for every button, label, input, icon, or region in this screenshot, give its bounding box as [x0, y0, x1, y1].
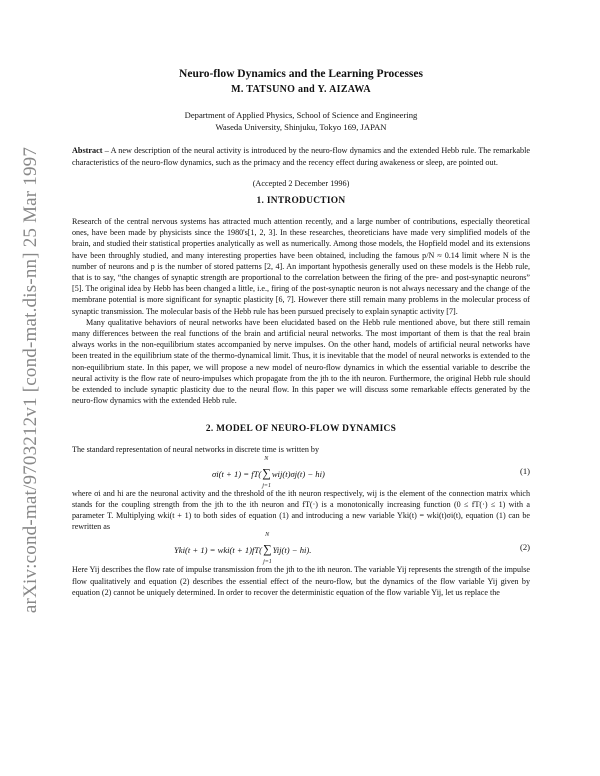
eq2-lhs: Yki(t + 1) = wki(t + 1)fT( — [174, 545, 263, 556]
eq1-sum-upper: N — [264, 455, 269, 462]
eq1-sum-lower: j=1 — [262, 482, 271, 489]
paper-authors: M. TATSUNO and Y. AIZAWA — [231, 84, 371, 95]
eq2-number: (2) — [519, 542, 530, 553]
eq1-lhs: σi(t + 1) = fT( — [212, 468, 262, 479]
abstract-text: – A new description of the neural activity is introduced by the neuro-flow dynamics and the extended Hebb rule. The remarkable characteristics of the neuro-flow dynamics, such as the primacy and the recency effect during awakeness or sleep, are pointed out. — [72, 146, 530, 167]
eq1-number: (1) — [519, 465, 530, 476]
arxiv-sidebar-stamp — [16, 120, 46, 640]
summation-symbol: ∑ N j=1 — [263, 532, 272, 566]
eq1-rhs: wij(t)σj(t) − hi) — [271, 468, 325, 479]
section-heading-introduction: 1. INTRODUCTION — [256, 196, 346, 206]
affiliation-line-2: Waseda University, Shinjuku, Tokyo 169, JAPAN — [215, 122, 387, 132]
affiliation-line-1: Department of Applied Physics, School of Science and Engineering — [184, 110, 418, 120]
paper-title: Neuro-flow Dynamics and the Learning Processes — [179, 68, 423, 80]
abstract — [72, 145, 530, 169]
eq2-sum-upper: N — [265, 532, 270, 539]
equation-2 — [72, 532, 530, 564]
abstract-label: Abstract — [72, 146, 103, 155]
section-heading-model: 2. MODEL OF NEURO-FLOW DYNAMICS — [205, 424, 397, 435]
model-paragraph-2: where σi and hi are the neuronal activity and the threshold of the ith neuron respectively, wij is the element of the connection matrix which stands for the coupling strength from the jth to the ith neuron and fT(·) is a monotonically increasing function (0 ≤ fT(·) ≤ 1) with a parameter T. Multiplying wki(t + 1) to both sides of equation (1) and introducing a new variable Yki(t) = wki(t)σi(t), equation (1) can be rewritten as — [72, 488, 530, 532]
eq2-sum-lower: j=1 — [263, 559, 272, 566]
accepted-date: (Accepted 2 December 1996) — [252, 179, 350, 188]
model-intro-text: The standard representation of neural networks in discrete time is written by — [72, 445, 320, 455]
summation-symbol: ∑ N j=1 — [262, 455, 271, 489]
affiliation — [72, 109, 530, 133]
intro-paragraph-2: Many qualitative behaviors of neural networks have been elucidated based on the Hebb rule mentioned above, but there still remain many differences between the real functions of the brain and artificial neural networks. The most important of them is that the real brain always works in the non-equilibrium states accompanied by nerve impulses. On the other hand, models of artificial neural networks have been treated in the equilibrium state of the thermo-dynamical limit. Thus, it is inevitable that the model of neural networks is extended to the non-equilibrium state. In this paper, we will propose a new model of neuro-flow dynamics in which the essential variable to describe the neural activity is the flow rate of neuro-impulses which propagate from the jth to the ith neuron. Furthermore, the original Hebb rule should be extended to include synaptic plasticity due to the neural flow. In this paper we will discuss some remarkable effects generated by the neuro-flow dynamics with the extended Hebb rule. — [72, 317, 530, 406]
arxiv-identifier: arXiv:cond-mat/9703212v1 [cond-mat.dis-nn] 25 Mar 1997 — [20, 146, 41, 614]
paper-page — [72, 62, 530, 598]
equation-1 — [72, 456, 530, 488]
intro-paragraph-1: Research of the central nervous systems has attracted much attention recently, and a large number of contributions, especially theoretical ones, have been made by physicists since the 1980's[1, 2, 3]. In these researches, theoreticians have made very simplified models of the brain, and studied their statistical properties analytically as well as numerically. Among those models, the Hopfield model and its extensions have been throughly studied, and many interesting properties have been obtained, including the famous p/N ≈ 0.14 limit where N is the number of neurons and p is the number of stored patterns [2, 4]. An important hypothesis generally used on these models is the Hebb rule, that is to say, “the changes of synaptic strength are proportional to the correlation between the firing of the pre- and post-synaptic neurons” [5]. The original idea by Hebb has been changed a little, i.e., firing of the post-synaptic neuron is not always necessary and the change of the membrane potential is more significant for synaptic plasticity [6, 7]. However there still remain many problems in the molecular process of synaptic transmission. The molecular basis of the Hebb rule has been pursued precisely to explain synaptic activity [7]. — [72, 217, 530, 316]
eq2-rhs: Yij(t) − hi). — [272, 545, 312, 556]
model-paragraph-3: Here Yij describes the flow rate of impulse transmission from the jth to the ith neuron. The variable Yij represents the strength of the impulse flow qualitatively and equation (2) describes the essential effect of the neuro-flow, but the dynamics of the flow variable Yij given by equation (2) cannot be uniquely determined. In order to recover the deterministic equation of the flow variable Yij, let us replace the — [72, 565, 530, 597]
